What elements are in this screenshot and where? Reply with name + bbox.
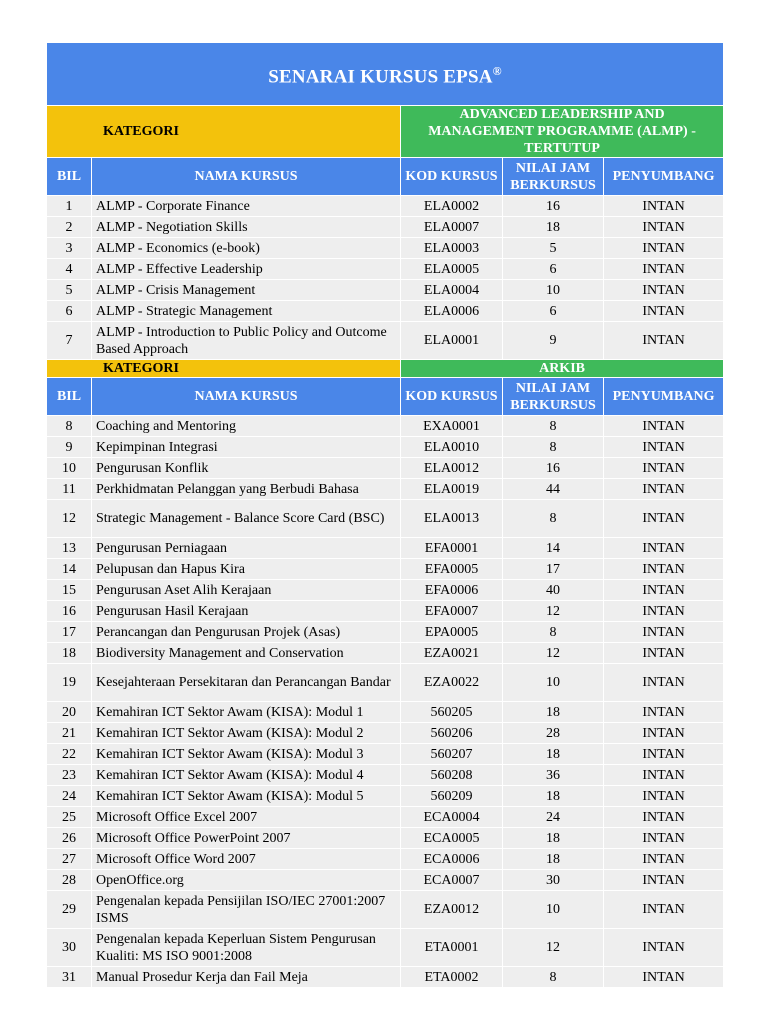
cell-nilai-jam: 40 bbox=[503, 580, 604, 601]
cell-penyumbang: INTAN bbox=[604, 744, 724, 765]
cell-bil: 30 bbox=[47, 929, 92, 967]
table-row bbox=[47, 580, 724, 601]
cell-kod-kursus: ETA0002 bbox=[401, 967, 503, 988]
table-row bbox=[47, 929, 724, 967]
cell-nilai-jam: 8 bbox=[503, 437, 604, 458]
table-row bbox=[47, 765, 724, 786]
cell-kod-kursus: EFA0001 bbox=[401, 538, 503, 559]
kategori-row bbox=[47, 106, 724, 158]
table-row bbox=[47, 643, 724, 664]
cell-nama-kursus: Pengenalan kepada Keperluan Sistem Pengurusan Kualiti: MS ISO 9001:2008 bbox=[92, 929, 401, 967]
cell-penyumbang: INTAN bbox=[604, 765, 724, 786]
cell-nilai-jam: 18 bbox=[503, 744, 604, 765]
cell-nama-kursus: Pengurusan Konflik bbox=[92, 458, 401, 479]
cell-nama-kursus: Kemahiran ICT Sektor Awam (KISA): Modul 5 bbox=[92, 786, 401, 807]
cell-nilai-jam: 10 bbox=[503, 891, 604, 929]
cell-nama-kursus: Pengurusan Hasil Kerajaan bbox=[92, 601, 401, 622]
table-row bbox=[47, 479, 724, 500]
cell-kod-kursus: ECA0004 bbox=[401, 807, 503, 828]
cell-kod-kursus: ECA0005 bbox=[401, 828, 503, 849]
cell-nama-kursus: Coaching and Mentoring bbox=[92, 416, 401, 437]
cell-bil: 31 bbox=[47, 967, 92, 988]
table-row bbox=[47, 664, 724, 702]
header-kod-kursus: KOD KURSUS bbox=[401, 158, 503, 196]
cell-bil: 20 bbox=[47, 702, 92, 723]
kategori-value: ARKIB bbox=[401, 360, 724, 378]
course-table-body bbox=[47, 43, 724, 988]
cell-kod-kursus: ELA0003 bbox=[401, 238, 503, 259]
cell-bil: 29 bbox=[47, 891, 92, 929]
cell-nama-kursus: Pengurusan Perniagaan bbox=[92, 538, 401, 559]
cell-bil: 3 bbox=[47, 238, 92, 259]
cell-penyumbang: INTAN bbox=[604, 967, 724, 988]
cell-penyumbang: INTAN bbox=[604, 538, 724, 559]
cell-bil: 2 bbox=[47, 217, 92, 238]
header-nama-kursus: NAMA KURSUS bbox=[92, 378, 401, 416]
cell-kod-kursus: ELA0007 bbox=[401, 217, 503, 238]
cell-bil: 11 bbox=[47, 479, 92, 500]
table-header-row bbox=[47, 378, 724, 416]
header-penyumbang: PENYUMBANG bbox=[604, 158, 724, 196]
cell-bil: 13 bbox=[47, 538, 92, 559]
cell-nilai-jam: 8 bbox=[503, 967, 604, 988]
cell-nama-kursus: ALMP - Corporate Finance bbox=[92, 196, 401, 217]
cell-kod-kursus: ELA0013 bbox=[401, 500, 503, 538]
cell-nama-kursus: Strategic Management - Balance Score Card (BSC) bbox=[92, 500, 401, 538]
cell-nama-kursus: Kemahiran ICT Sektor Awam (KISA): Modul 4 bbox=[92, 765, 401, 786]
cell-nilai-jam: 10 bbox=[503, 280, 604, 301]
cell-nilai-jam: 9 bbox=[503, 322, 604, 360]
kategori-row bbox=[47, 360, 724, 378]
table-row bbox=[47, 622, 724, 643]
cell-nama-kursus: Microsoft Office Word 2007 bbox=[92, 849, 401, 870]
cell-nama-kursus: OpenOffice.org bbox=[92, 870, 401, 891]
table-row bbox=[47, 807, 724, 828]
cell-nilai-jam: 44 bbox=[503, 479, 604, 500]
cell-penyumbang: INTAN bbox=[604, 559, 724, 580]
cell-nilai-jam: 17 bbox=[503, 559, 604, 580]
course-list-document bbox=[46, 42, 723, 988]
cell-nama-kursus: Kemahiran ICT Sektor Awam (KISA): Modul 3 bbox=[92, 744, 401, 765]
cell-penyumbang: INTAN bbox=[604, 458, 724, 479]
course-table bbox=[46, 42, 724, 988]
page-title bbox=[47, 43, 724, 106]
cell-nilai-jam: 12 bbox=[503, 929, 604, 967]
title-row bbox=[47, 43, 724, 106]
cell-bil: 28 bbox=[47, 870, 92, 891]
cell-bil: 10 bbox=[47, 458, 92, 479]
cell-nilai-jam: 24 bbox=[503, 807, 604, 828]
table-row bbox=[47, 196, 724, 217]
cell-nama-kursus: Kemahiran ICT Sektor Awam (KISA): Modul 2 bbox=[92, 723, 401, 744]
table-row bbox=[47, 967, 724, 988]
cell-bil: 27 bbox=[47, 849, 92, 870]
cell-penyumbang: INTAN bbox=[604, 479, 724, 500]
cell-nilai-jam: 18 bbox=[503, 849, 604, 870]
cell-bil: 5 bbox=[47, 280, 92, 301]
cell-kod-kursus: ECA0006 bbox=[401, 849, 503, 870]
cell-nama-kursus: Pengenalan kepada Pensijilan ISO/IEC 27001:2007 ISMS bbox=[92, 891, 401, 929]
cell-kod-kursus: EPA0005 bbox=[401, 622, 503, 643]
cell-nama-kursus: Microsoft Office PowerPoint 2007 bbox=[92, 828, 401, 849]
cell-penyumbang: INTAN bbox=[604, 416, 724, 437]
cell-bil: 12 bbox=[47, 500, 92, 538]
table-row bbox=[47, 723, 724, 744]
table-row bbox=[47, 559, 724, 580]
cell-nilai-jam: 18 bbox=[503, 828, 604, 849]
cell-nilai-jam: 6 bbox=[503, 301, 604, 322]
table-row bbox=[47, 500, 724, 538]
cell-nama-kursus: ALMP - Effective Leadership bbox=[92, 259, 401, 280]
table-row bbox=[47, 849, 724, 870]
cell-penyumbang: INTAN bbox=[604, 849, 724, 870]
header-penyumbang: PENYUMBANG bbox=[604, 378, 724, 416]
cell-bil: 8 bbox=[47, 416, 92, 437]
cell-penyumbang: INTAN bbox=[604, 870, 724, 891]
cell-kod-kursus: ELA0012 bbox=[401, 458, 503, 479]
cell-nilai-jam: 18 bbox=[503, 702, 604, 723]
header-bil: BIL bbox=[47, 378, 92, 416]
cell-nilai-jam: 6 bbox=[503, 259, 604, 280]
table-row bbox=[47, 217, 724, 238]
table-row bbox=[47, 744, 724, 765]
cell-bil: 9 bbox=[47, 437, 92, 458]
cell-bil: 22 bbox=[47, 744, 92, 765]
cell-kod-kursus: EXA0001 bbox=[401, 416, 503, 437]
cell-penyumbang: INTAN bbox=[604, 280, 724, 301]
cell-bil: 17 bbox=[47, 622, 92, 643]
cell-kod-kursus: ELA0006 bbox=[401, 301, 503, 322]
registered-mark: ® bbox=[492, 63, 502, 78]
cell-penyumbang: INTAN bbox=[604, 322, 724, 360]
cell-nama-kursus: ALMP - Crisis Management bbox=[92, 280, 401, 301]
cell-nama-kursus: Biodiversity Management and Conservation bbox=[92, 643, 401, 664]
table-row bbox=[47, 238, 724, 259]
cell-nama-kursus: ALMP - Introduction to Public Policy and Outcome Based Approach bbox=[92, 322, 401, 360]
cell-bil: 26 bbox=[47, 828, 92, 849]
cell-bil: 23 bbox=[47, 765, 92, 786]
cell-nama-kursus: Perancangan dan Pengurusan Projek (Asas) bbox=[92, 622, 401, 643]
cell-penyumbang: INTAN bbox=[604, 301, 724, 322]
kategori-label: KATEGORI bbox=[47, 106, 401, 158]
cell-kod-kursus: ELA0010 bbox=[401, 437, 503, 458]
table-row bbox=[47, 891, 724, 929]
cell-penyumbang: INTAN bbox=[604, 196, 724, 217]
cell-bil: 19 bbox=[47, 664, 92, 702]
cell-kod-kursus: ECA0007 bbox=[401, 870, 503, 891]
cell-nilai-jam: 12 bbox=[503, 643, 604, 664]
cell-nilai-jam: 5 bbox=[503, 238, 604, 259]
cell-nama-kursus: Kesejahteraan Persekitaran dan Perancangan Bandar bbox=[92, 664, 401, 702]
cell-penyumbang: INTAN bbox=[604, 238, 724, 259]
cell-penyumbang: INTAN bbox=[604, 702, 724, 723]
cell-nilai-jam: 12 bbox=[503, 601, 604, 622]
table-row bbox=[47, 458, 724, 479]
cell-kod-kursus: 560208 bbox=[401, 765, 503, 786]
cell-penyumbang: INTAN bbox=[604, 786, 724, 807]
table-row bbox=[47, 280, 724, 301]
cell-nilai-jam: 18 bbox=[503, 786, 604, 807]
cell-penyumbang: INTAN bbox=[604, 500, 724, 538]
cell-nama-kursus: ALMP - Negotiation Skills bbox=[92, 217, 401, 238]
cell-kod-kursus: EZA0021 bbox=[401, 643, 503, 664]
cell-bil: 16 bbox=[47, 601, 92, 622]
cell-nama-kursus: Manual Prosedur Kerja dan Fail Meja bbox=[92, 967, 401, 988]
cell-kod-kursus: EFA0005 bbox=[401, 559, 503, 580]
cell-nilai-jam: 30 bbox=[503, 870, 604, 891]
cell-nilai-jam: 8 bbox=[503, 622, 604, 643]
page-title-text: SENARAI KURSUS EPSA bbox=[268, 66, 493, 88]
cell-penyumbang: INTAN bbox=[604, 828, 724, 849]
cell-penyumbang: INTAN bbox=[604, 217, 724, 238]
cell-kod-kursus: ELA0019 bbox=[401, 479, 503, 500]
cell-bil: 24 bbox=[47, 786, 92, 807]
cell-kod-kursus: ELA0005 bbox=[401, 259, 503, 280]
header-nilai-jam: NILAI JAM BERKURSUS bbox=[503, 158, 604, 196]
table-row bbox=[47, 301, 724, 322]
cell-penyumbang: INTAN bbox=[604, 891, 724, 929]
cell-nilai-jam: 10 bbox=[503, 664, 604, 702]
table-row bbox=[47, 828, 724, 849]
cell-kod-kursus: 560206 bbox=[401, 723, 503, 744]
table-row bbox=[47, 437, 724, 458]
cell-nama-kursus: ALMP - Strategic Management bbox=[92, 301, 401, 322]
cell-penyumbang: INTAN bbox=[604, 664, 724, 702]
cell-penyumbang: INTAN bbox=[604, 437, 724, 458]
cell-kod-kursus: ELA0002 bbox=[401, 196, 503, 217]
cell-penyumbang: INTAN bbox=[604, 643, 724, 664]
table-header-row bbox=[47, 158, 724, 196]
cell-nilai-jam: 36 bbox=[503, 765, 604, 786]
cell-penyumbang: INTAN bbox=[604, 807, 724, 828]
cell-bil: 4 bbox=[47, 259, 92, 280]
table-row bbox=[47, 870, 724, 891]
cell-kod-kursus: ELA0001 bbox=[401, 322, 503, 360]
cell-nilai-jam: 14 bbox=[503, 538, 604, 559]
cell-nama-kursus: ALMP - Economics (e-book) bbox=[92, 238, 401, 259]
table-row bbox=[47, 259, 724, 280]
cell-bil: 1 bbox=[47, 196, 92, 217]
cell-nama-kursus: Kemahiran ICT Sektor Awam (KISA): Modul 1 bbox=[92, 702, 401, 723]
cell-bil: 6 bbox=[47, 301, 92, 322]
cell-penyumbang: INTAN bbox=[604, 580, 724, 601]
cell-kod-kursus: 560209 bbox=[401, 786, 503, 807]
cell-nama-kursus: Perkhidmatan Pelanggan yang Berbudi Bahasa bbox=[92, 479, 401, 500]
cell-penyumbang: INTAN bbox=[604, 622, 724, 643]
cell-kod-kursus: ELA0004 bbox=[401, 280, 503, 301]
table-row bbox=[47, 786, 724, 807]
header-nilai-jam: NILAI JAM BERKURSUS bbox=[503, 378, 604, 416]
cell-kod-kursus: 560205 bbox=[401, 702, 503, 723]
cell-bil: 25 bbox=[47, 807, 92, 828]
cell-bil: 15 bbox=[47, 580, 92, 601]
cell-penyumbang: INTAN bbox=[604, 601, 724, 622]
cell-nama-kursus: Pengurusan Aset Alih Kerajaan bbox=[92, 580, 401, 601]
table-row bbox=[47, 322, 724, 360]
kategori-value: ADVANCED LEADERSHIP AND MANAGEMENT PROGRAMME (ALMP) -TERTUTUP bbox=[401, 106, 724, 158]
cell-penyumbang: INTAN bbox=[604, 723, 724, 744]
kategori-label: KATEGORI bbox=[47, 360, 401, 378]
header-nama-kursus: NAMA KURSUS bbox=[92, 158, 401, 196]
cell-kod-kursus: EZA0022 bbox=[401, 664, 503, 702]
cell-nilai-jam: 28 bbox=[503, 723, 604, 744]
table-row bbox=[47, 416, 724, 437]
cell-nilai-jam: 8 bbox=[503, 416, 604, 437]
cell-nama-kursus: Pelupusan dan Hapus Kira bbox=[92, 559, 401, 580]
table-row bbox=[47, 601, 724, 622]
cell-kod-kursus: EZA0012 bbox=[401, 891, 503, 929]
cell-nilai-jam: 18 bbox=[503, 217, 604, 238]
cell-nama-kursus: Kepimpinan Integrasi bbox=[92, 437, 401, 458]
cell-penyumbang: INTAN bbox=[604, 259, 724, 280]
header-kod-kursus: KOD KURSUS bbox=[401, 378, 503, 416]
cell-bil: 21 bbox=[47, 723, 92, 744]
cell-nilai-jam: 16 bbox=[503, 196, 604, 217]
cell-kod-kursus: ETA0001 bbox=[401, 929, 503, 967]
cell-nilai-jam: 16 bbox=[503, 458, 604, 479]
table-row bbox=[47, 702, 724, 723]
cell-penyumbang: INTAN bbox=[604, 929, 724, 967]
header-bil: BIL bbox=[47, 158, 92, 196]
cell-kod-kursus: EFA0006 bbox=[401, 580, 503, 601]
cell-nilai-jam: 8 bbox=[503, 500, 604, 538]
cell-bil: 7 bbox=[47, 322, 92, 360]
cell-kod-kursus: 560207 bbox=[401, 744, 503, 765]
cell-kod-kursus: EFA0007 bbox=[401, 601, 503, 622]
cell-nama-kursus: Microsoft Office Excel 2007 bbox=[92, 807, 401, 828]
cell-bil: 18 bbox=[47, 643, 92, 664]
table-row bbox=[47, 538, 724, 559]
cell-bil: 14 bbox=[47, 559, 92, 580]
